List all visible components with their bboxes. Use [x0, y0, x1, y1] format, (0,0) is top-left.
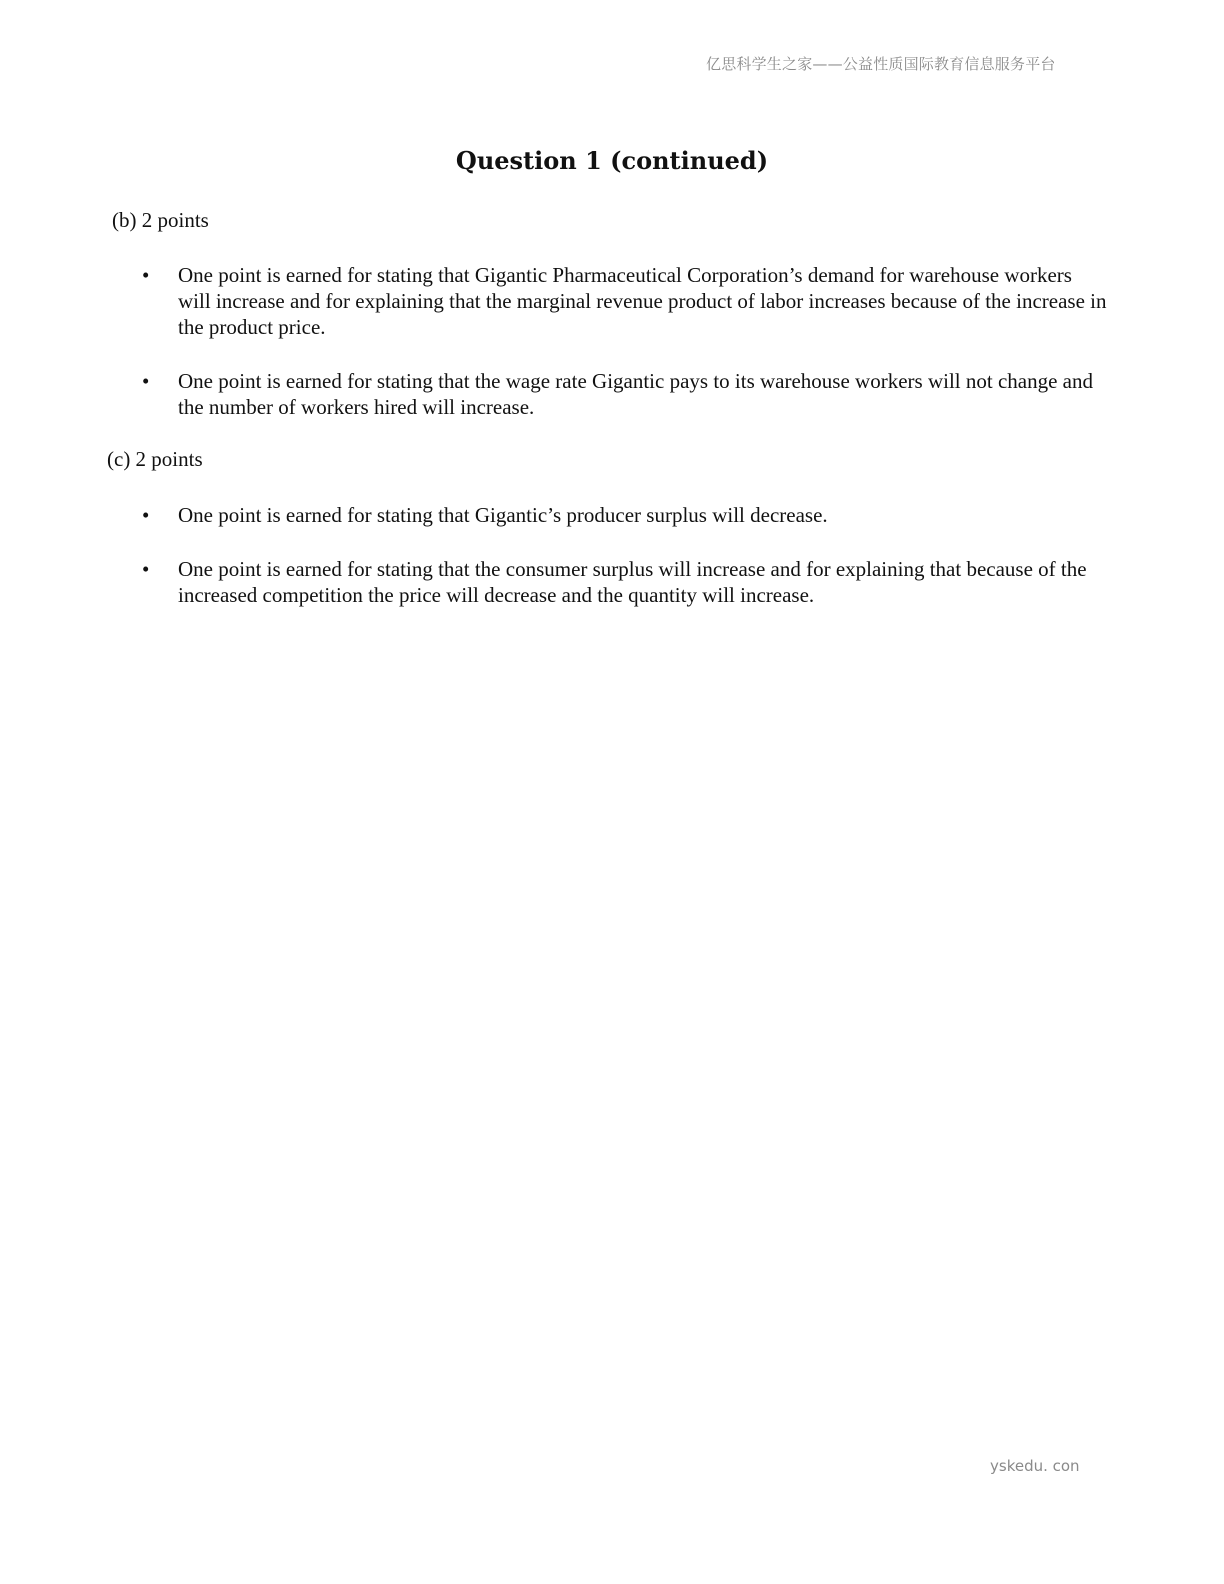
section-b-bullet-list	[0, 262, 1224, 340]
section-b-bullet-list-2	[0, 368, 1224, 420]
footer-watermark: yskedu. con	[990, 1457, 1080, 1475]
bullet-icon: •	[142, 263, 150, 287]
list-item	[0, 262, 1108, 340]
bullet-icon: •	[142, 557, 150, 581]
bullet-icon: •	[142, 503, 150, 527]
bullet-text: One point is earned for stating that the wage rate Gigantic pays to its warehouse workers will not change and the number of workers hired will increase.	[178, 369, 1093, 419]
section-heading-b: (b) 2 points	[112, 208, 209, 232]
section-c-bullet-list-2	[0, 556, 1224, 608]
list-item	[0, 556, 1108, 608]
section-heading-c: (c) 2 points	[107, 447, 203, 471]
bullet-text: One point is earned for stating that Gigantic’s producer surplus will decrease.	[178, 503, 828, 527]
bullet-text: One point is earned for stating that the consumer surplus will increase and for explaining that because of the increased competition the price will decrease and the quantity will increase.	[178, 557, 1087, 607]
header-watermark: 亿思科学生之家——公益性质国际教育信息服务平台	[706, 55, 1056, 73]
bullet-icon: •	[142, 369, 150, 393]
page-title: Question 1 (continued)	[455, 146, 769, 175]
section-c-bullet-list	[0, 502, 1224, 528]
list-item	[0, 368, 1108, 420]
list-item	[0, 502, 1108, 528]
bullet-text: One point is earned for stating that Gigantic Pharmaceutical Corporation’s demand for warehouse workers will increase and for explaining that the marginal revenue product of labor increases because of the increase in the product price.	[178, 263, 1107, 339]
